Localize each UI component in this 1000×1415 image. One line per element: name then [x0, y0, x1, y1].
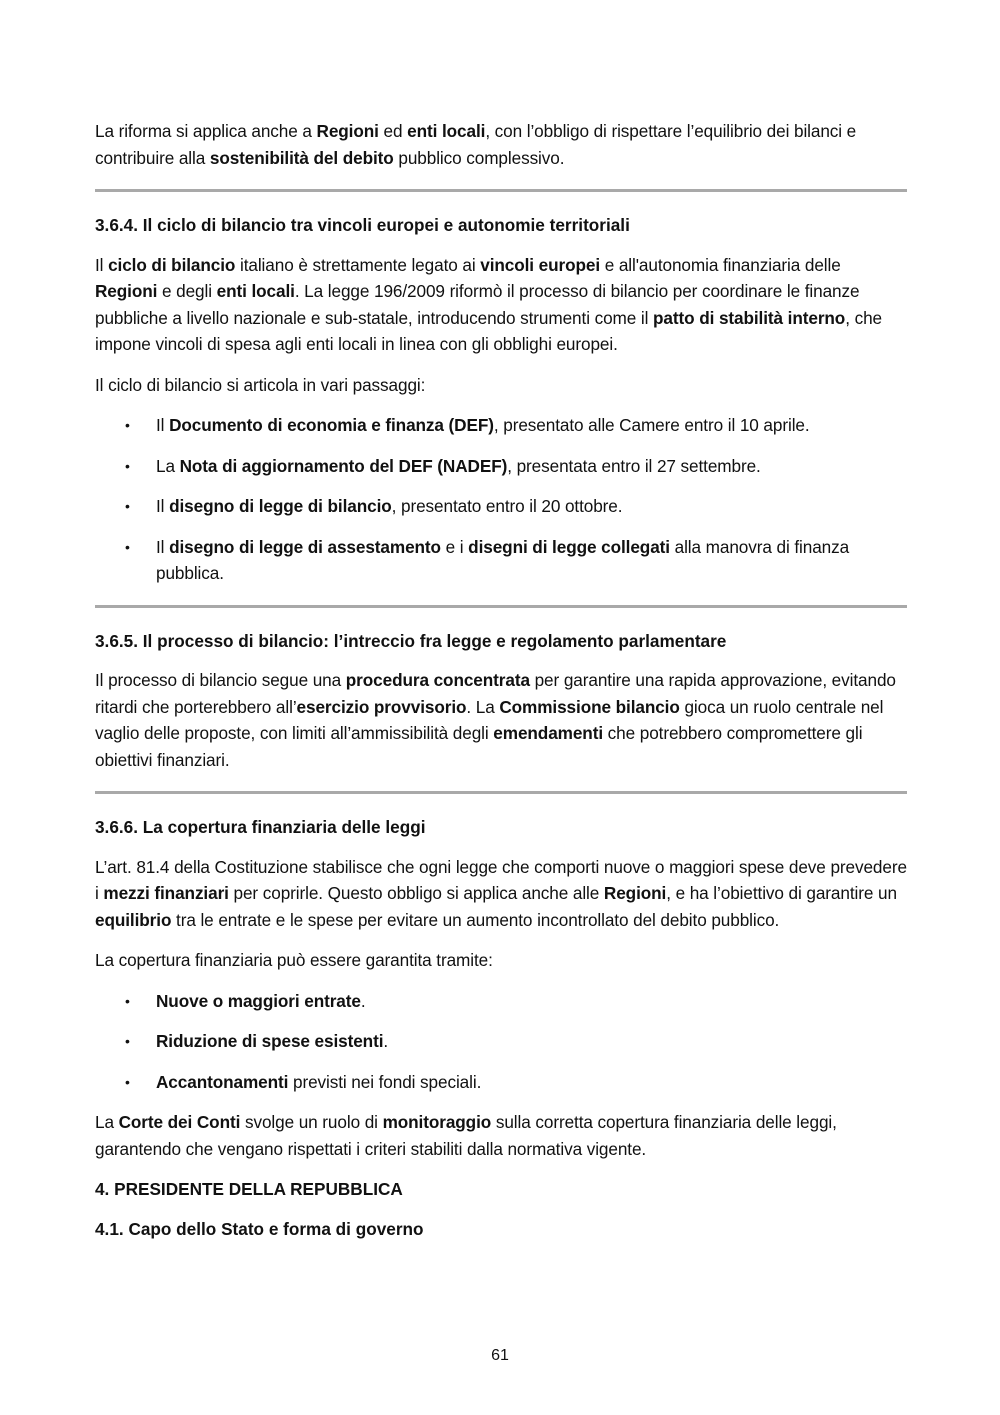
- bold-text: ciclo di bilancio: [108, 254, 236, 275]
- bold-text: procedura concentrata: [345, 670, 530, 690]
- bold-text: disegno di legge di bilancio: [169, 496, 392, 516]
- bold-text: Regioni: [603, 883, 667, 903]
- text-run: , e ha l’obiettivo di garantire un: [666, 883, 897, 903]
- section-heading: 3.6.5. Il processo di bilancio: l’intreccio fra legge e regolamento parlamentare: [95, 630, 727, 651]
- text-run: e degli: [157, 281, 217, 301]
- bold-text: patto di stabilità interno: [653, 307, 846, 328]
- text-run: gioca un ruolo centrale nel vaglio delle proposte, con limiti all’ammissibilità degli: [95, 696, 884, 743]
- bold-text: mezzi finanziari: [103, 883, 229, 903]
- text-run: per garantire una rapida approvazione, evitando ritardi che porterebbero all’: [95, 670, 896, 717]
- bold-text: Regioni: [95, 281, 158, 301]
- page-number: 61: [491, 1347, 509, 1364]
- text-run: previsti nei fondi speciali.: [288, 1071, 482, 1092]
- text-run: Il: [156, 536, 170, 557]
- bullet-list: [95, 412, 907, 587]
- bold-text: emendamenti: [493, 723, 603, 743]
- text-run: Il: [95, 254, 109, 275]
- text-run: La riforma si applica anche a: [95, 121, 317, 141]
- bold-text: Corte dei Conti: [118, 1112, 241, 1132]
- bullet-icon: •: [125, 417, 130, 433]
- bullet-list: [95, 988, 907, 1096]
- section-divider: [95, 791, 907, 794]
- text-run: . La: [466, 696, 500, 717]
- list-item: [95, 534, 907, 587]
- bold-text: enti locali: [407, 121, 486, 141]
- text-run: italiano è strettamente legato ai: [235, 254, 481, 275]
- list-item: [95, 988, 907, 1015]
- text-run: svolge un ruolo di: [240, 1112, 383, 1132]
- section-divider: [95, 189, 907, 192]
- text-run: L’art. 81.4 della Costituzione stabilisce che ogni legge che comporti nuove o maggiori spese deve prevedere i: [95, 856, 907, 903]
- bold-text: Nota di aggiornamento del DEF (NADEF): [179, 455, 508, 476]
- section-heading: 4.1. Capo dello Stato e forma di governo: [95, 1218, 424, 1239]
- section-divider: [95, 605, 907, 608]
- bullet-icon: •: [125, 538, 130, 555]
- bullet-icon: •: [125, 1073, 130, 1090]
- text-run: e i: [440, 536, 469, 557]
- bold-text: enti locali: [216, 281, 295, 301]
- text-run: La copertura finanziaria può essere garantita tramite:: [95, 950, 493, 970]
- section-heading: 3.6.4. Il ciclo di bilancio tra vincoli europei e autonomie territoriali: [95, 215, 630, 235]
- bold-text: monitoraggio: [382, 1112, 492, 1132]
- paragraph: [95, 372, 907, 399]
- bold-text: Regioni: [316, 121, 379, 141]
- text-run: , con l’obbligo di rispettare l’equilibrio dei bilanci e contribuire alla: [95, 121, 857, 168]
- text-run: , presentato entro il 20 ottobre.: [391, 496, 623, 516]
- text-run: Il ciclo di bilancio si articola in vari passaggi:: [95, 374, 426, 395]
- text-run: Il: [156, 496, 170, 516]
- paragraph: [95, 252, 907, 358]
- section-heading: 3.6.6. La copertura finanziaria delle leggi: [95, 817, 426, 837]
- text-run: tra le entrate e le spese per evitare un aumento incontrollato del debito pubblico.: [171, 909, 780, 930]
- text-run: Il: [156, 415, 170, 435]
- list-item: [95, 1069, 907, 1096]
- text-run: , che impone vincoli di spesa agli enti locali in linea con gli obblighi europei.: [95, 307, 882, 354]
- paragraph: [95, 118, 907, 171]
- paragraph: [95, 667, 907, 773]
- list-item: [95, 1028, 907, 1055]
- paragraph: [95, 854, 907, 934]
- bold-text: disegni di legge collegati: [468, 536, 670, 557]
- section-heading: 4. PRESIDENTE DELLA REPUBBLICA: [95, 1179, 403, 1199]
- bold-text: Riduzione di spese esistenti: [156, 1031, 384, 1051]
- text-run: ed: [378, 121, 408, 141]
- text-run: e all'autonomia finanziaria delle: [600, 254, 841, 275]
- text-run: .: [360, 990, 366, 1011]
- text-run: , presentato alle Camere entro il 10 aprile.: [493, 415, 810, 435]
- text-run: . La legge 196/2009 riformò il processo di bilancio per coordinare le finanze pubbliche a livello nazionale e sub-statale, introducendo strumenti come il: [95, 281, 860, 328]
- bullet-icon: •: [125, 457, 130, 474]
- text-run: sulla corretta copertura finanziaria delle leggi, garantendo che vengano rispettati i criteri stabiliti dalla normativa vigente.: [95, 1112, 837, 1159]
- text-run: Il processo di bilancio segue una: [95, 670, 346, 690]
- text-run: La: [95, 1112, 119, 1132]
- bold-text: equilibrio: [95, 909, 172, 930]
- list-item: [95, 412, 907, 439]
- bold-text: disegno di legge di assestamento: [169, 536, 441, 557]
- text-run: pubblico complessivo.: [393, 147, 565, 168]
- bold-text: esercizio provvisorio: [296, 696, 467, 717]
- bullet-icon: •: [125, 1033, 130, 1049]
- paragraph: [95, 1109, 907, 1162]
- text-run: alla manovra di finanza pubblica.: [156, 536, 850, 583]
- text-run: La: [156, 455, 180, 476]
- text-run: , presentata entro il 27 settembre.: [507, 455, 761, 476]
- text-run: che potrebbero compromettere gli obiettivi finanziari.: [95, 723, 863, 770]
- bold-text: vincoli europei: [480, 254, 601, 275]
- bold-text: Commissione bilancio: [499, 696, 680, 717]
- list-item: [95, 493, 907, 520]
- bold-text: Nuove o maggiori entrate: [156, 990, 361, 1011]
- bold-text: Accantonamenti: [156, 1071, 289, 1092]
- text-run: .: [383, 1031, 389, 1051]
- bullet-icon: •: [125, 992, 130, 1009]
- bold-text: sostenibilità del debito: [209, 147, 394, 168]
- bold-text: Documento di economia e finanza (DEF): [169, 415, 494, 435]
- bullet-icon: •: [125, 498, 130, 514]
- page-content: [95, 118, 907, 1255]
- list-item: [95, 453, 907, 480]
- text-run: per coprirle. Questo obbligo si applica anche alle: [228, 883, 604, 903]
- paragraph: [95, 947, 907, 974]
